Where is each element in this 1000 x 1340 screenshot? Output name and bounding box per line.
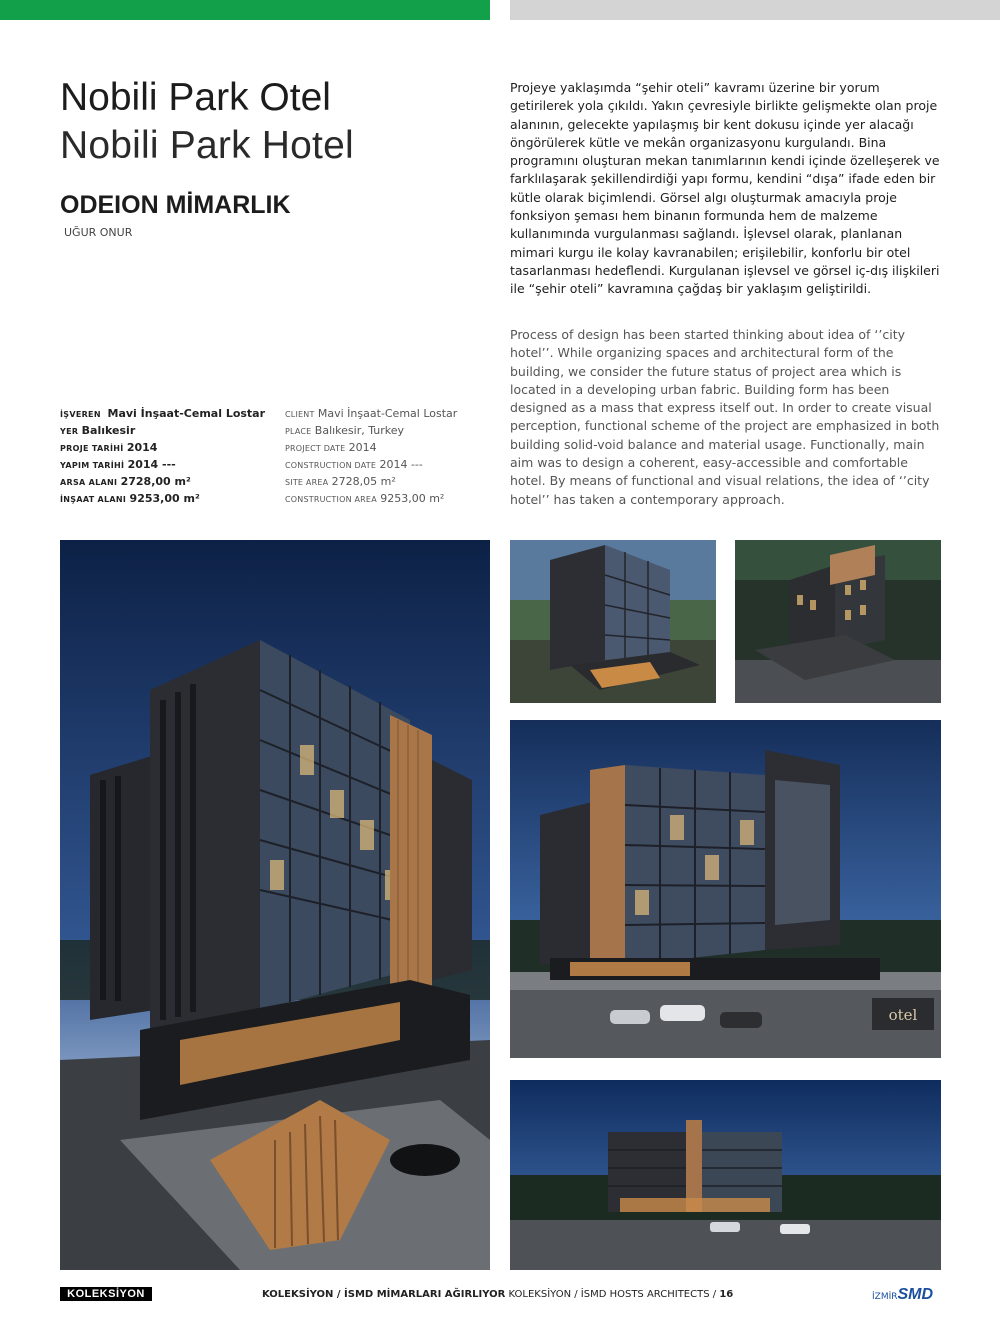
specs-english <box>285 405 457 507</box>
spec-row: PROJECT DATE 2014 <box>285 441 377 454</box>
body-text-turkish: Projeye yaklaşımda “şehir oteli” kavramı üzerine bir yorum getirilerek yola çıkıldı. Yakın çevresiyle birlikte gelişmekte olan proje alanının, gelecekte yapılaşmış bir kent dokusu içinde yer alacağı öngörülerek kütle ve mekân organizasyonu kurgulandı. Bina programını oluşturan mekan tanımlarının kendi içinde özelleşerek ve farklılaşarak şekillendirdiği yapı formu, kendini “dışa” ifade eden bir kütle olarak biçimlendi. Görsel algı oluşturmak amacıyla proje fonksiyon şeması hem binanın formunda hem de malzeme kullanımında vurgulanması sağlandı. İşlevsel olarak, planlanan mimari kurgu ile kolay kavranabilen; erişilebilir, konforlu bir otel tasarlanması hedeflendi. Kurgulanan işlevsel ve görsel iç-dış ilişkileri ile “şehir oteli” kavramına çağdaş bir yaklaşım geliştirildi. <box>510 80 940 297</box>
izmir-smd-logo <box>872 1284 933 1304</box>
footer-caption <box>262 1288 733 1302</box>
spec-row: PLACE Balıkesir, Turkey <box>285 424 405 437</box>
spec-row: CLIENT Mavi İnşaat-Cemal Lostar <box>285 407 458 420</box>
architect-name: UĞUR ONUR <box>64 226 133 239</box>
page-subtitle: Nobili Park Hotel <box>60 124 354 167</box>
spec-row: PROJE TARİHİ 2014 <box>60 441 158 454</box>
specs-turkish <box>60 405 265 507</box>
brand-small-text: İZMİR <box>872 1292 898 1302</box>
main-building-rendering <box>60 540 490 1270</box>
page-title: Nobili Park Otel <box>60 76 331 119</box>
aerial-rendering-right <box>735 540 941 703</box>
body-text-english: Process of design has been started thinking about idea of ‘’city hotel’’. While organizing spaces and architectural form of the building, we consider the future status of project area which is located in a developing urban fabric. Building form has been designed as a mass that express itself out. In order to create visual perception, functional scheme of the project are emphasized in both building solid-void balance and material usage. Functionally, main aim was to design a coherent, easy-accessible and comfortable hotel. By means of functional and visual relations, the idea of ‘’city hotel’’ has taken a contemporary approach. <box>510 327 940 507</box>
hotel-sign: otel <box>888 1006 918 1024</box>
koleksiyon-logo: KOLEKSİYON <box>60 1287 152 1301</box>
aerial-rendering-left <box>510 540 716 703</box>
footer-bold-text: KOLEKSİYON / İSMD MİMARLARI AĞIRLIYOR <box>262 1289 506 1300</box>
spec-row: CONSTRUCTION DATE 2014 --- <box>285 458 423 471</box>
firm-name: ODEION MİMARLIK <box>60 191 291 219</box>
spec-row: İNŞAAT ALANI 9253,00 m² <box>60 492 200 505</box>
top-gray-bar <box>510 0 1000 20</box>
footer-normal-text: KOLEKSİYON / İSMD HOSTS ARCHITECTS / <box>508 1289 717 1300</box>
spec-row: ARSA ALANI 2728,00 m² <box>60 475 191 488</box>
spec-row: İŞVEREN Mavi İnşaat-Cemal Lostar <box>60 407 266 420</box>
spec-row: YER Balıkesir <box>60 424 136 437</box>
brand-big-text: SMD <box>897 1286 934 1303</box>
spec-row: YAPIM TARİHİ 2014 --- <box>60 458 176 471</box>
top-green-bar <box>0 0 490 20</box>
page-number: 16 <box>719 1289 734 1300</box>
street-rendering <box>510 720 941 1058</box>
spec-row: CONSTRUCTION AREA 9253,00 m² <box>285 492 445 505</box>
spec-row: SITE AREA 2728,05 m² <box>285 475 396 488</box>
front-elevation-rendering <box>510 1080 941 1270</box>
